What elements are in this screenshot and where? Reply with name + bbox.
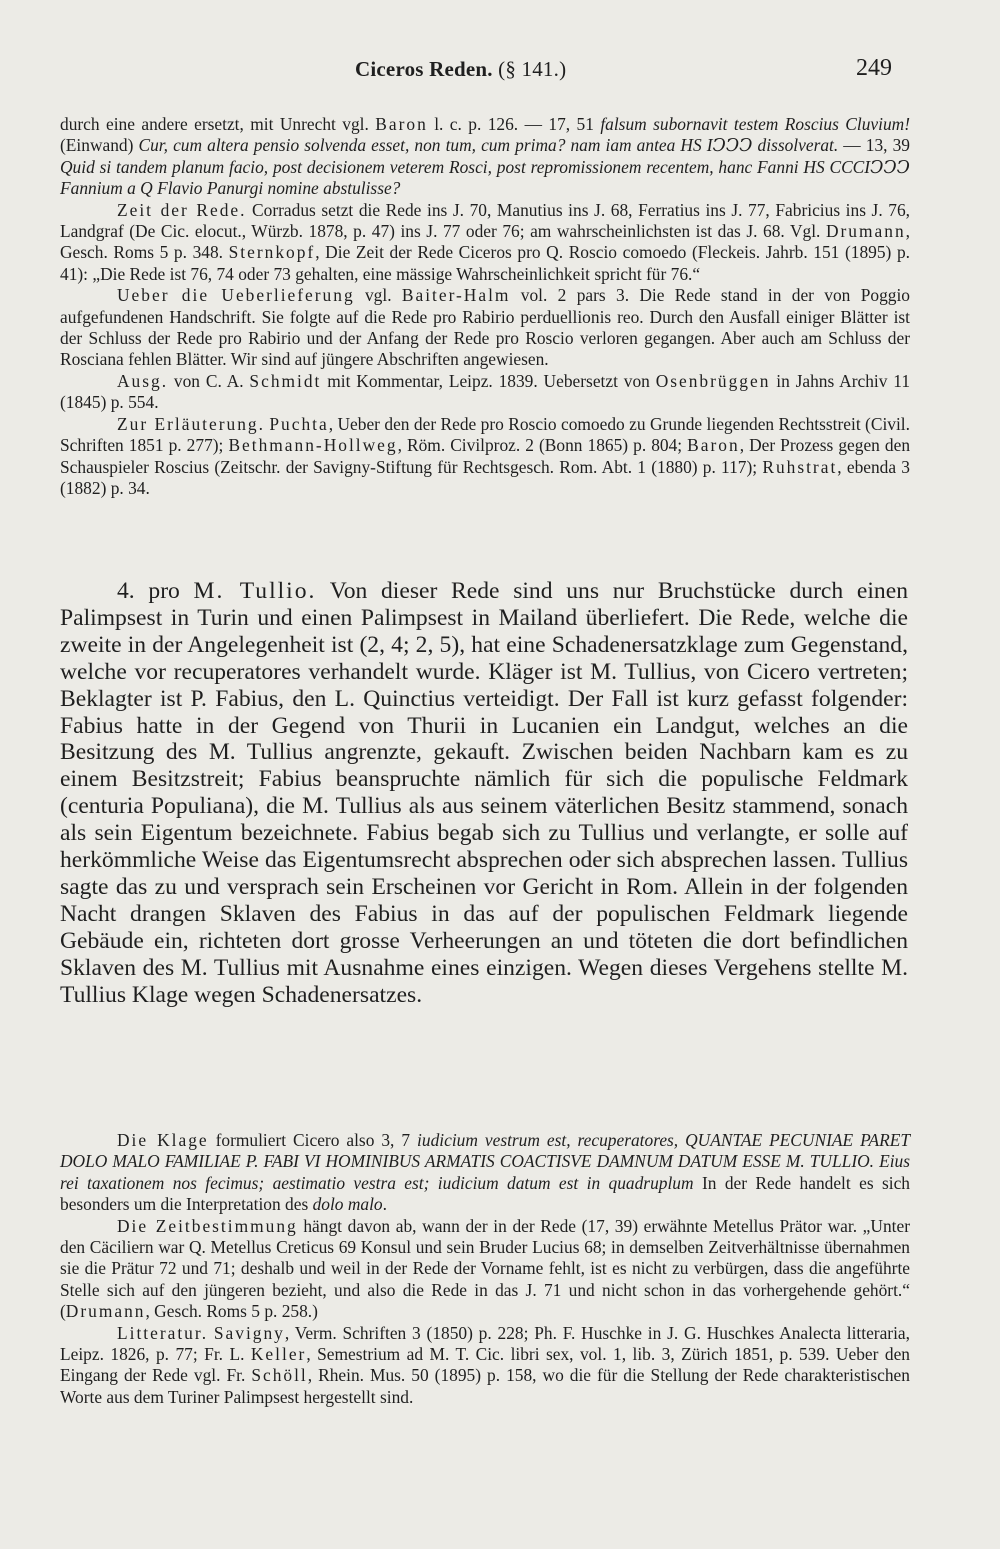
running-head	[355, 57, 566, 82]
page-header	[0, 55, 1000, 87]
notes-top	[60, 114, 910, 499]
main-paragraph-pro-tullio: 4. pro M. Tullio. Von dieser Rede sind uns nur Bruchstücke durch einen Palimpsest in Turin und einen Palimpsest in Mailand überliefert. Die Rede, welche die zweite in der Angelegenheit ist (2, 4; 2, 5), hat eine Schadenersatzklage zum Gegenstand, welche vor recuperatores verhandelt wurde. Kläger ist M. Tullius, von Cicero vertreten; Beklagter ist P. Fabius, den L. Quinctius verteidigt. Der Fall ist kurz gefasst folgender: Fabius hatte in der Gegend von Thurii in Lucanien ein Landgut, welches an die Besitzung des M. Tullius angrenzte, gekauft. Zwischen beiden Nachbarn kam es zu einem Besitzstreit; Fabius beanspruchte nämlich für sich die populische Feldmark (centuria Populiana), die M. Tullius als aus seinem väterlichen Besitz stammend, sonach als sein Eigentum bezeichnete. Fabius begab sich zu Tullius und verlangte, er solle auf herkömmliche Weise das Eigentumsrecht absprechen oder sich absprechen lassen. Tullius sagte das zu und versprach sein Erscheinen vor Gericht in Rom. Allein in der folgenden Nacht drangen Sklaven des Fabius in das auf der populischen Feldmark liegende Gebäude ein, richteten dort grosse Verheerungen an und töteten die dort befindlichen Sklaven des M. Tullius mit Ausnahme eines einzigen. Wegen dieses Vergehens stellte M. Tullius Klage wegen Schadenersatzes.	[60, 578, 908, 1008]
main-text	[60, 578, 908, 1009]
note-paragraph-zeitbestimmung: Die Zeitbestimmung hängt davon ab, wann der in der Rede (17, 39) erwähnte Metellus Prätor war. „Unter den Cäciliern war Q. Metellus Creticus 69 Konsul und sein Bruder Lucius 68; in demselben Zeitverhältnisse übernahmen sie die Prätur 72 und 71; deshalb und weil in der Rede der Vorname fehlt, ist es nicht zu verbürgen, dass die angeführte Stelle sich auf den jüngeren bezieht, und also die Rede in das J. 71 und nicht schon in das vorhergehende gehört.“ (Drumann, Gesch. Roms 5 p. 258.)	[60, 1215, 910, 1322]
note-paragraph-continuation: durch eine andere ersetzt, mit Unrecht vgl. Baron l. c. p. 126. — 17, 51 falsum subornavit testem Roscius Cluvium! (Einwand) Cur, cum altera pensio solvenda esset, non tum, cum prima? nam iam antea HS IↃↃↃ dissolverat. — 13, 39 Quid si tandem planum facio, post decisionem veterem Rosci, post repromissionem recentem, hanc Fanni HS CCCIↃↃↃ Fannium a Q Flavio Panurgi nomine abstulisse?	[60, 114, 910, 199]
note-paragraph-ueberlieferung: Ueber die Ueberlieferung vgl. Baiter-Halm vol. 2 pars 3. Die Rede stand in der von Poggio aufgefundenen Handschrift. Sie folgte auf die Rede pro Rabirio perduellionis reo. Durch den Ausfall einiger Blätter ist der Schluss der Rede pro Rabirio und der Anfang der Rede pro Roscio verloren gegangen. Aber auch am Schluss der Rosciana fehlen Blätter. Wir sind auf jüngere Abschriften angewiesen.	[60, 285, 910, 370]
note-paragraph-klage: Die Klage formuliert Cicero also 3, 7 iudicium vestrum est, recuperatores, QUANTAE PECUNIAE PARET DOLO MALO FAMILIAE P. FABI VI HOMINIBUS ARMATIS COACTISVE DAMNUM DATUM ESSE M. TULLIO. Eius rei taxationem nos fecimus; aestimatio vestra est; iudicium datum est in quadruplum In der Rede handelt es sich besonders um die Interpretation des dolo malo.	[60, 1130, 910, 1215]
note-paragraph-erlaeuterung: Zur Erläuterung. Puchta, Ueber den der Rede pro Roscio comoedo zu Grunde liegenden Rechtsstreit (Civil. Schriften 1851 p. 277); Bethmann-Hollweg, Röm. Civilproz. 2 (Bonn 1865) p. 804; Baron, Der Prozess gegen den Schauspieler Roscius (Zeitschr. der Savigny-Stiftung für Rechtsgesch. Rom. Abt. 1 (1880) p. 117); Ruhstrat, ebenda 3 (1882) p. 34.	[60, 413, 911, 498]
running-head-title: Ciceros Reden.	[355, 57, 493, 81]
running-head-section: (§ 141.)	[492, 57, 567, 81]
note-paragraph-litteratur: Litteratur. Savigny, Verm. Schriften 3 (1850) p. 228; Ph. F. Huschke in J. G. Huschkes Analecta litteraria, Leipz. 1826, p. 77; Fr. L. Keller, Semestrium ad M. T. Cic. libri sex, vol. 1, lib. 3, Zürich 1851, p. 539. Ueber den Eingang der Rede vgl. Fr. Schöll, Rhein. Mus. 50 (1895) p. 158, wo die für die Stellung der Rede charakteristischen Worte aus dem Turiner Palimpsest hergestellt sind.	[60, 1322, 910, 1407]
notes-bottom	[60, 1130, 910, 1408]
note-paragraph-ausgabe: Ausg. von C. A. Schmidt mit Kommentar, Leipz. 1839. Uebersetzt von Osenbrüggen in Jahns Archiv 11 (1845) p. 554.	[60, 370, 911, 413]
page-number: 249	[856, 55, 892, 81]
note-paragraph-zeit: Zeit der Rede. Corradus setzt die Rede ins J. 70, Manutius ins J. 68, Ferratius ins J. 77, Fabricius ins J. 76, Landgraf (De Cic. elocut., Würzb. 1878, p. 47) ins J. 77 oder 76; am wahrscheinlichsten ist das J. 68. Vgl. Drumann, Gesch. Roms 5 p. 348. Sternkopf, Die Zeit der Rede Ciceros pro Q. Roscio comoedo (Fleckeis. Jahrb. 151 (1895) p. 41): „Die Rede ist 76, 74 oder 73 gehalten, eine mässige Wahrscheinlichkeit spricht für 76.“	[60, 199, 911, 284]
